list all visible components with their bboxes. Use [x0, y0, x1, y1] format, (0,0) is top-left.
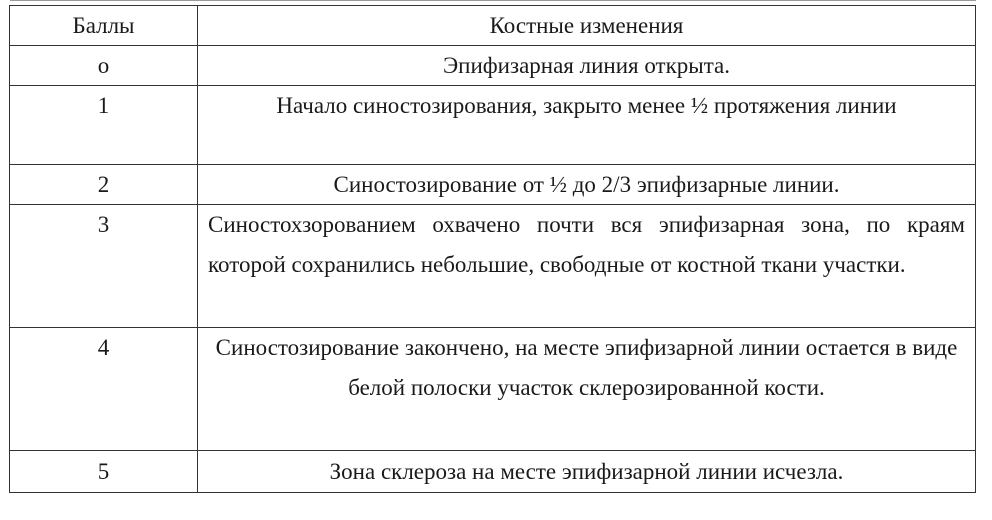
top-divider [10, 0, 976, 2]
table-row [10, 86, 976, 165]
bone-change-text: Синостозирование от ½ до 2/3 эпифизарные линии. [198, 165, 976, 205]
bone-change-text: Начало синостозирования, закрыто менее ½ протяжения линии [198, 86, 976, 165]
bone-change-text: Эпифизарная линия открыта. [198, 46, 976, 86]
table-row [10, 328, 976, 451]
score-value: 4 [10, 328, 198, 451]
table-row [10, 451, 976, 493]
table-row [10, 46, 976, 86]
score-value: о [10, 46, 198, 86]
table-row [10, 165, 976, 205]
score-value: 2 [10, 165, 198, 205]
header-bone-changes: Костные изменения [198, 6, 976, 46]
score-value: 1 [10, 86, 198, 165]
bone-change-text: Зона склероза на месте эпифизарной линии исчезла. [198, 451, 976, 493]
bone-change-text: Синостозирование закончено, на месте эпифизарной линии остается в виде белой полоски участок склерозированной кости. [198, 328, 976, 451]
bone-change-text: Синостохзорованием охвачено почти вся эпифизарная зона, по краям которой сохранились небольшие, свободные от костной ткани участки. [198, 205, 976, 328]
score-value: 5 [10, 451, 198, 493]
header-score: Баллы [10, 6, 198, 46]
table-row [10, 205, 976, 328]
table-header-row [10, 6, 976, 46]
ossification-score-table [9, 5, 976, 493]
score-value: 3 [10, 205, 198, 328]
